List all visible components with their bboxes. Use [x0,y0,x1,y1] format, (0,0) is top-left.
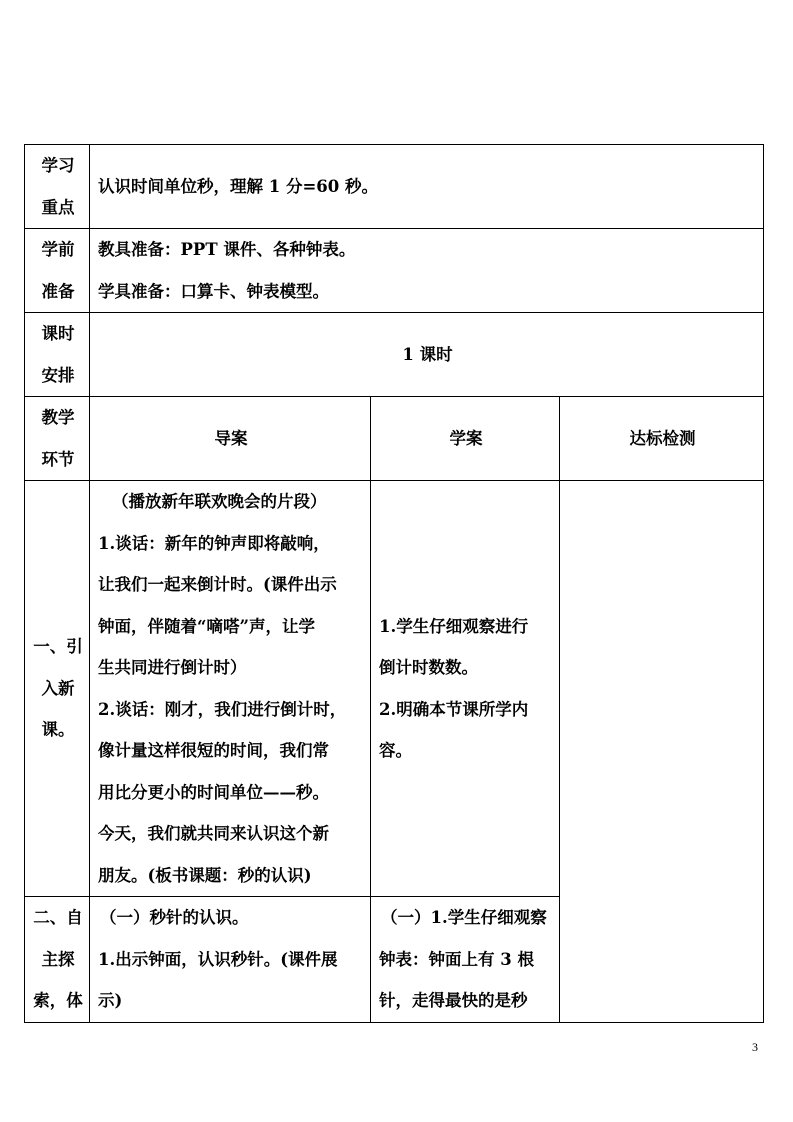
row-prep [25,229,764,313]
section-2-guide: （一）秒针的认识。 1.出示钟面，认识秒针。(课件展 示) [90,897,371,1023]
row-focus [25,145,764,229]
label-section-2: 二、自 主探 索，体 [25,897,90,1023]
section-2-learn: （一）1.学生仔细观察 钟表：钟面上有 3 根 针，走得最快的是秒 [371,897,560,1023]
label-focus: 学习 重点 [25,145,90,229]
lesson-plan-table [24,144,764,1023]
header-check: 达标检测 [560,397,764,481]
focus-content: 认识时间单位秒，理解 1 分=60 秒。 [90,145,764,229]
row-schedule [25,313,764,397]
row-headers [25,397,764,481]
label-section-1: 一、引 入新 课。 [25,481,90,897]
check-content [560,481,764,1023]
section-1-guide: （播放新年联欢晚会的片段） 1.谈话：新年的钟声即将敲响， 让我们一起来倒计时。(课件出示 钟面，伴随着“嘀嗒”声，让学 生共同进行倒计时） 2.谈话：刚才，我们进行倒计时， 像计量这样很短的时间，我们常 用比分更小的时间单位——秒。 今天，我们就共同来认识这个新 朋友。(板书课题：秒的认识) [90,481,371,897]
prep-student-tools: 学具准备：口算卡、钟表模型。 [98,281,329,301]
label-teaching-phase: 教学 环节 [25,397,90,481]
prep-teacher-tools: 教具准备：PPT 课件、各种钟表。 [98,240,356,259]
page-number: 3 [752,1040,758,1054]
label-prep: 学前 准备 [25,229,90,313]
prep-content [90,229,764,313]
schedule-content: 1 课时 [90,313,764,397]
label-schedule: 课时 安排 [25,313,90,397]
header-learn: 学案 [371,397,560,481]
header-guide: 导案 [90,397,371,481]
section-1-learn: 1.学生仔细观察进行 倒计时数数。 2.明确本节课所学内 容。 [371,481,560,897]
row-section-1 [25,481,764,897]
